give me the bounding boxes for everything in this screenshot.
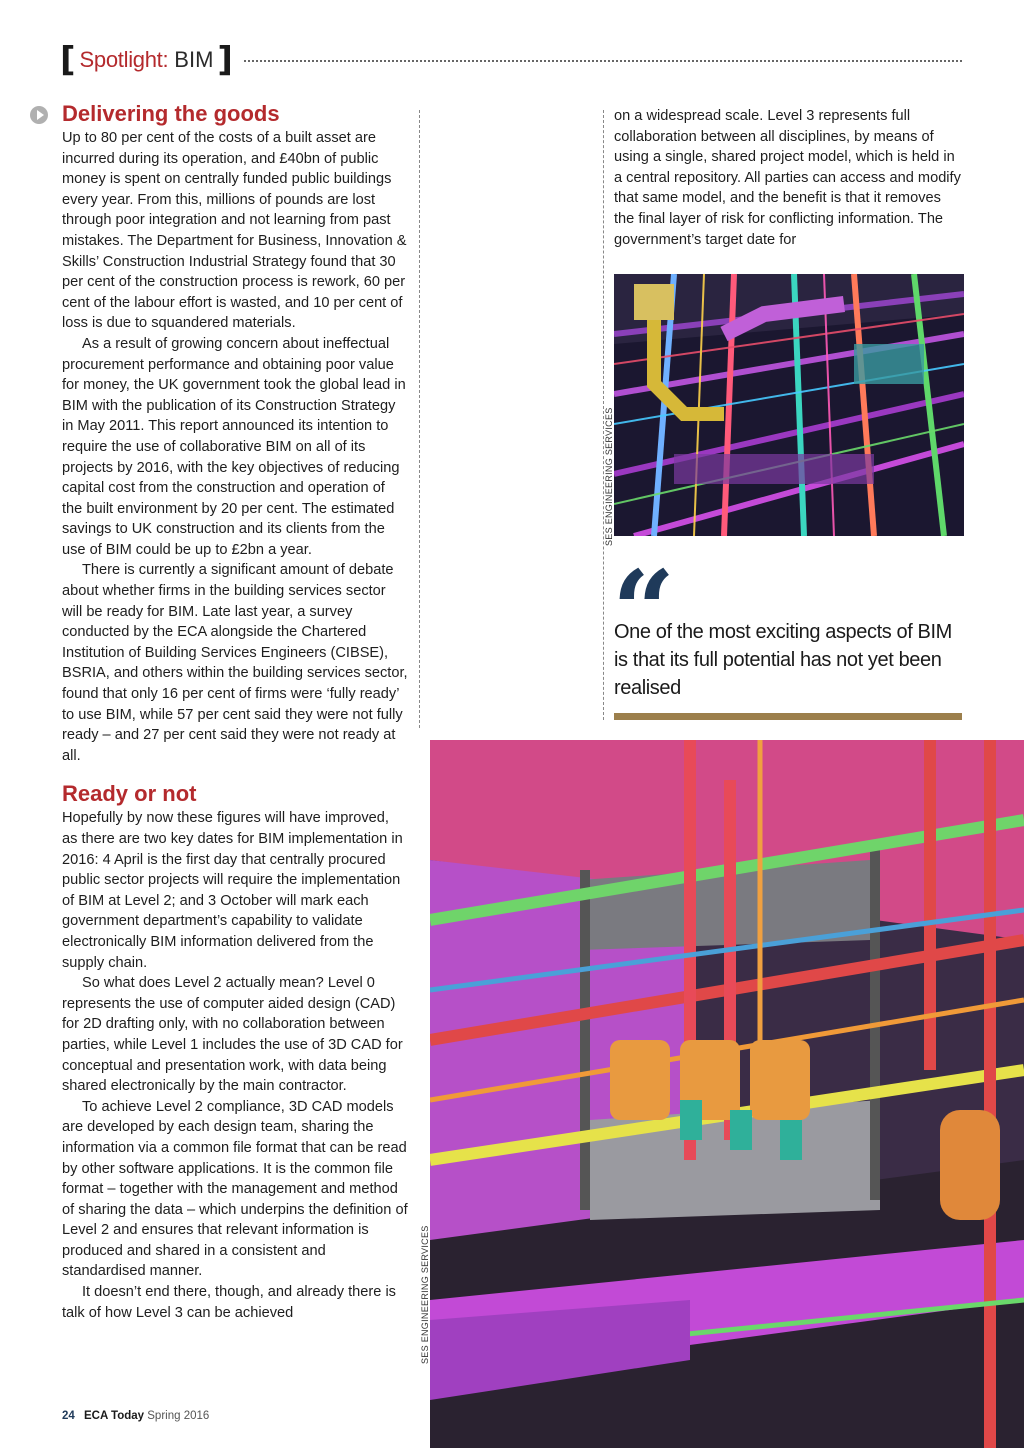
bim-model-image-top [614, 274, 964, 536]
bracket-close: ] [217, 40, 233, 80]
page-number: 24 [62, 1410, 75, 1422]
pull-quote: One of the most exciting aspects of BIM is that its full potential has not yet been realised [614, 621, 952, 699]
bracket-open: [ [60, 40, 76, 80]
header-dotted-rule [244, 60, 962, 62]
bim-render-illustration [614, 274, 964, 536]
body-paragraph: There is currently a significant amount of debate about whether firms in the building services sector will be ready for BIM. Late last year, a survey conducted by the ECA alongside the Chartered Institution of Building Services Engineers (CIBSE), BSRIA, and others within the building services sector, found that only 16 per cent of firms were ‘fully ready’ to use BIM, while 57 per cent said they were not fully ready – and 27 per cent said they were not ready at all. [62, 562, 408, 764]
body-paragraph: on a widespread scale. Level 3 represents full collaboration between all disciplines, by means of using a single, shared project model, which is held in a central repository. All parties can access and modify that same model, and the benefit is that it removes the final layer of risk for conflicting information. The government’s target date for [614, 108, 961, 248]
section-header [60, 40, 233, 80]
body-paragraph: Up to 80 per cent of the costs of a built asset are incurred during its operation, and £40bn of public money is spent on centrally funded public buildings every year. From this, millions of pounds are lost through poor integration and not learning from past mistakes. The Department for Business, Innovation & Skills’ Construction Industrial Strategy found that 30 per cent of the construction process is rework, 60 per cent of the labour effort is wasted, and 10 per cent of loss is due to squandered materials. [62, 130, 407, 332]
body-paragraph: As a result of growing concern about ineffectual procurement performance and obtaining poor value for money, the UK government took the global lead in BIM with the publication of its Construction Strategy in May 2011. This report announced its intention to require the use of collaborative BIM on all of its projects by 2016, with the key objectives of reducing capital cost from the construction and operation of the built environment by 20 per cent. The estimated savings to UK construction and its clients from the use of BIM could be up to £2bn a year. [62, 335, 406, 558]
body-paragraph: It doesn’t end there, though, and already there is talk of how Level 3 can be achieved [62, 1284, 396, 1321]
issue-date: Spring 2016 [147, 1410, 210, 1422]
left-column [62, 100, 408, 1323]
body-paragraph: To achieve Level 2 compliance, 3D CAD models are developed by each design team, sharing the information via a common file format that can be read by other software applications. It is the common file format – together with the management and method of sharing the data – which underpins the definition of Level 2 and ensures that relevant information is produced and shared in a consistent and standardised manner. [62, 1098, 408, 1280]
play-circle-icon [30, 106, 48, 124]
quote-mark-icon: “ [612, 546, 676, 675]
column-divider [419, 110, 420, 728]
heading-ready-or-not: Ready or not [62, 781, 197, 807]
bim-plantroom-illustration [430, 740, 1024, 1448]
image-credit: SES ENGINEERING SERVICES [420, 1225, 430, 1364]
body-paragraph: So what does Level 2 actually mean? Level 0 represents the use of computer aided design (CAD) for 2D drafting only, with no collaboration between parties, while Level 1 includes the use of 3D CAD for conceptual and presentation work, with data being shared electronically by the main contractor. [62, 975, 403, 1095]
body-paragraph: Hopefully by now these figures will have improved, as there are two key dates for BIM implementation in 2016: 4 April is the first day that centrally procured public sector projects will require the implementation of BIM at Level 2; and 3 October will mark each government department’s capability to validate electronically BIM information delivered from the supply chain. [62, 810, 403, 971]
bim-model-image-large [430, 740, 1024, 1448]
heading-delivering-the-goods: Delivering the goods [62, 101, 280, 126]
quote-rule [614, 713, 962, 720]
section-topic: BIM [174, 47, 214, 72]
image-credit: SES ENGINEERING SERVICES [604, 407, 614, 546]
section-label: Spotlight: [79, 47, 169, 72]
right-column [614, 106, 962, 250]
magazine-name: ECA Today [84, 1410, 145, 1422]
page-footer [62, 1410, 209, 1422]
